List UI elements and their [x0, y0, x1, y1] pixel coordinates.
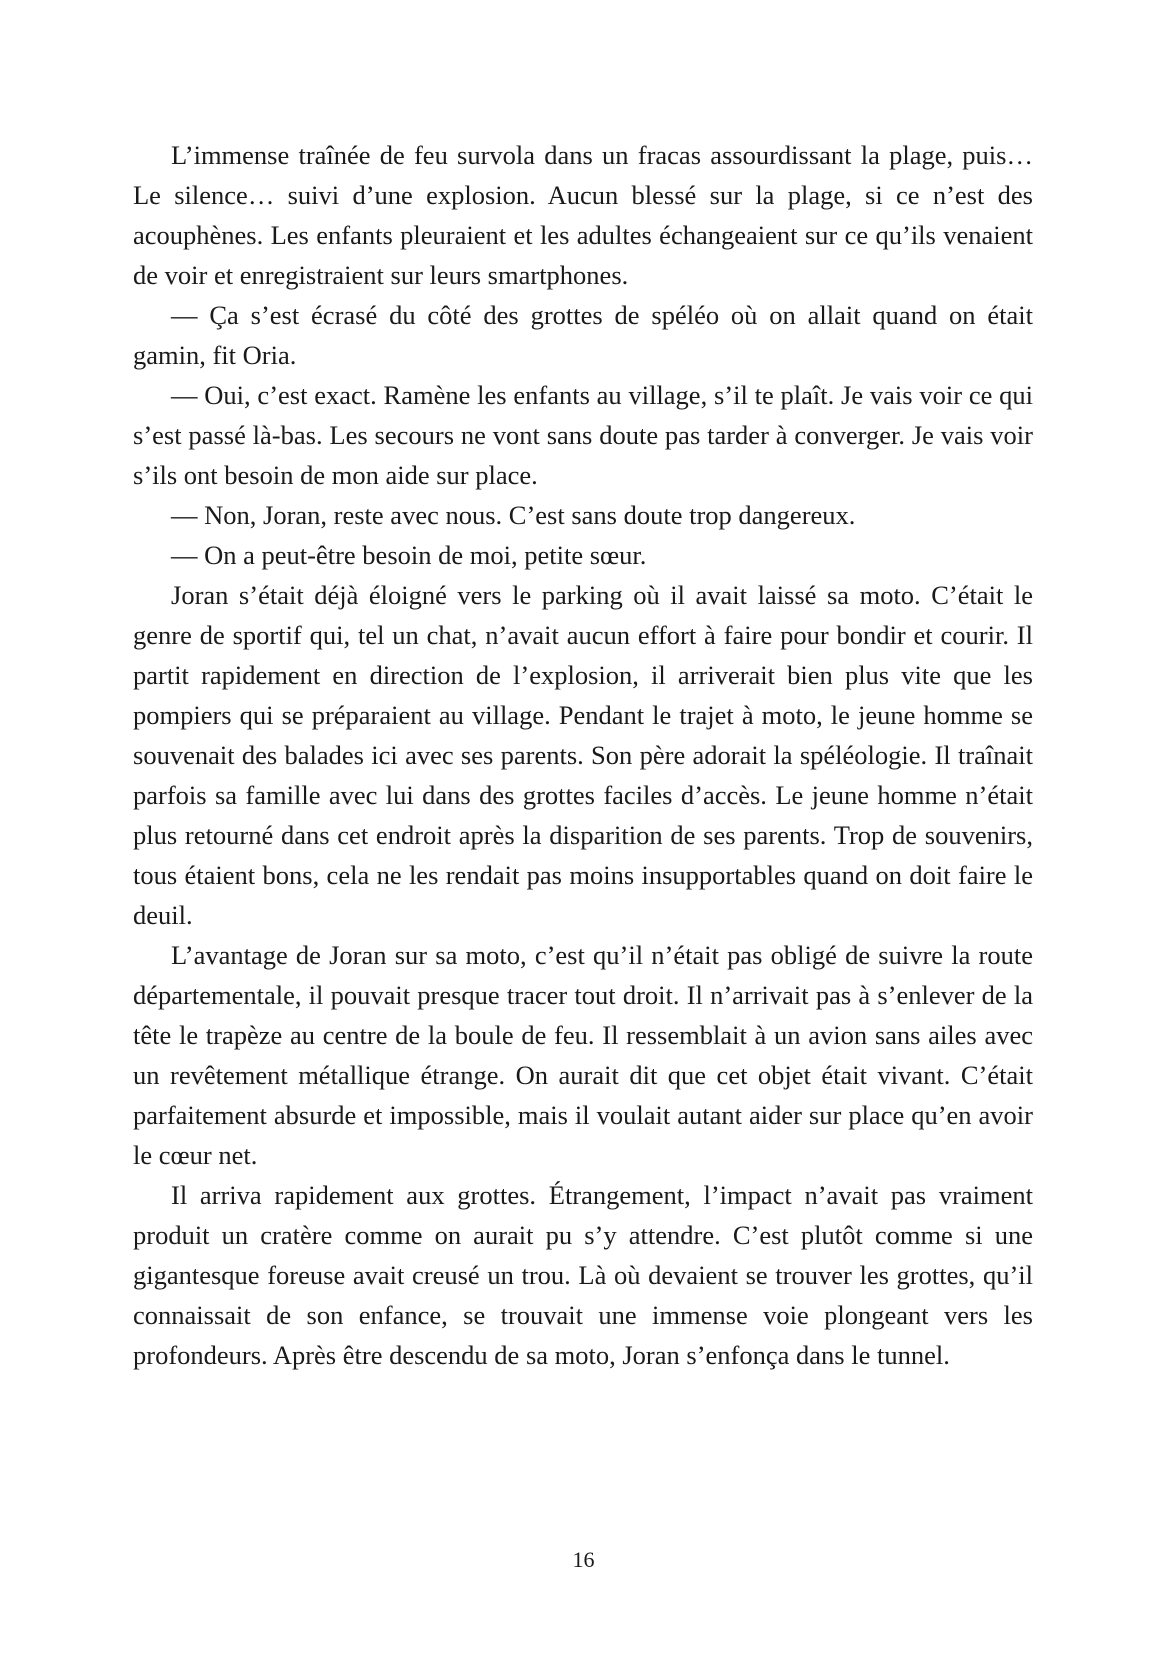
page-number: 16 — [572, 1547, 595, 1572]
paragraph-8: Il arriva rapidement aux grottes. Étrangement, l’impact n’avait pas vraiment produit un cratère comme on aurait pu s’y attendre. C’est plutôt comme si une gigantesque foreuse avait creusé un trou. Là où devaient se trouver les grottes, qu’il connaissait de son enfance, se trouvait une immense voie plongeant vers les profondeurs. Après être descendu de sa moto, Joran s’enfonça dans le tunnel. — [133, 1180, 1033, 1370]
body-text — [133, 135, 1033, 1375]
paragraph-1: L’immense traînée de feu survola dans un fracas assourdissant la plage, puis… Le silence… suivi d’une explosion. Aucun blessé sur la plage, si ce n’est des acouphènes. Les enfants pleuraient et les adultes échangeaient sur ce qu’ils venaient de voir et enregistraient sur leurs smartphones. — [133, 140, 1033, 290]
paragraph-4: — Non, Joran, reste avec nous. C’est sans doute trop dangereux. — [171, 500, 856, 530]
paragraph-3: — Oui, c’est exact. Ramène les enfants au village, s’il te plaît. Je vais voir ce qui s’est passé là-bas. Les secours ne vont sans doute pas tarder à converger. Je vais voir s’ils ont besoin de mon aide sur place. — [133, 380, 1033, 490]
paragraph-2: — Ça s’est écrasé du côté des grottes de spéléo où on allait quand on était gamin, fit Oria. — [133, 300, 1033, 370]
paragraph-7: L’avantage de Joran sur sa moto, c’est qu’il n’était pas obligé de suivre la route départementale, il pouvait presque tracer tout droit. Il n’arrivait pas à s’enlever de la tête le trapèze au centre de la boule de feu. Il ressemblait à un avion sans ailes avec un revêtement métallique étrange. On aurait dit que cet objet était vivant. C’était parfaitement absurde et impossible, mais il voulait autant aider sur place qu’en avoir le cœur net. — [133, 940, 1033, 1170]
paragraph-5: — On a peut-être besoin de moi, petite sœur. — [171, 540, 647, 570]
paragraph-6: Joran s’était déjà éloigné vers le parking où il avait laissé sa moto. C’était le genre de sportif qui, tel un chat, n’avait aucun effort à faire pour bondir et courir. Il partit rapidement en direction de l’explosion, il arriverait bien plus vite que les pompiers qui se préparaient au village. Pendant le trajet à moto, le jeune homme se souvenait des balades ici avec ses parents. Son père adorait la spéléologie. Il traînait parfois sa famille avec lui dans des grottes faciles d’accès. Le jeune homme n’était plus retourné dans cet endroit après la disparition de ses parents. Trop de souvenirs, tous étaient bons, cela ne les rendait pas moins insupportables quand on doit faire le deuil. — [133, 580, 1033, 930]
